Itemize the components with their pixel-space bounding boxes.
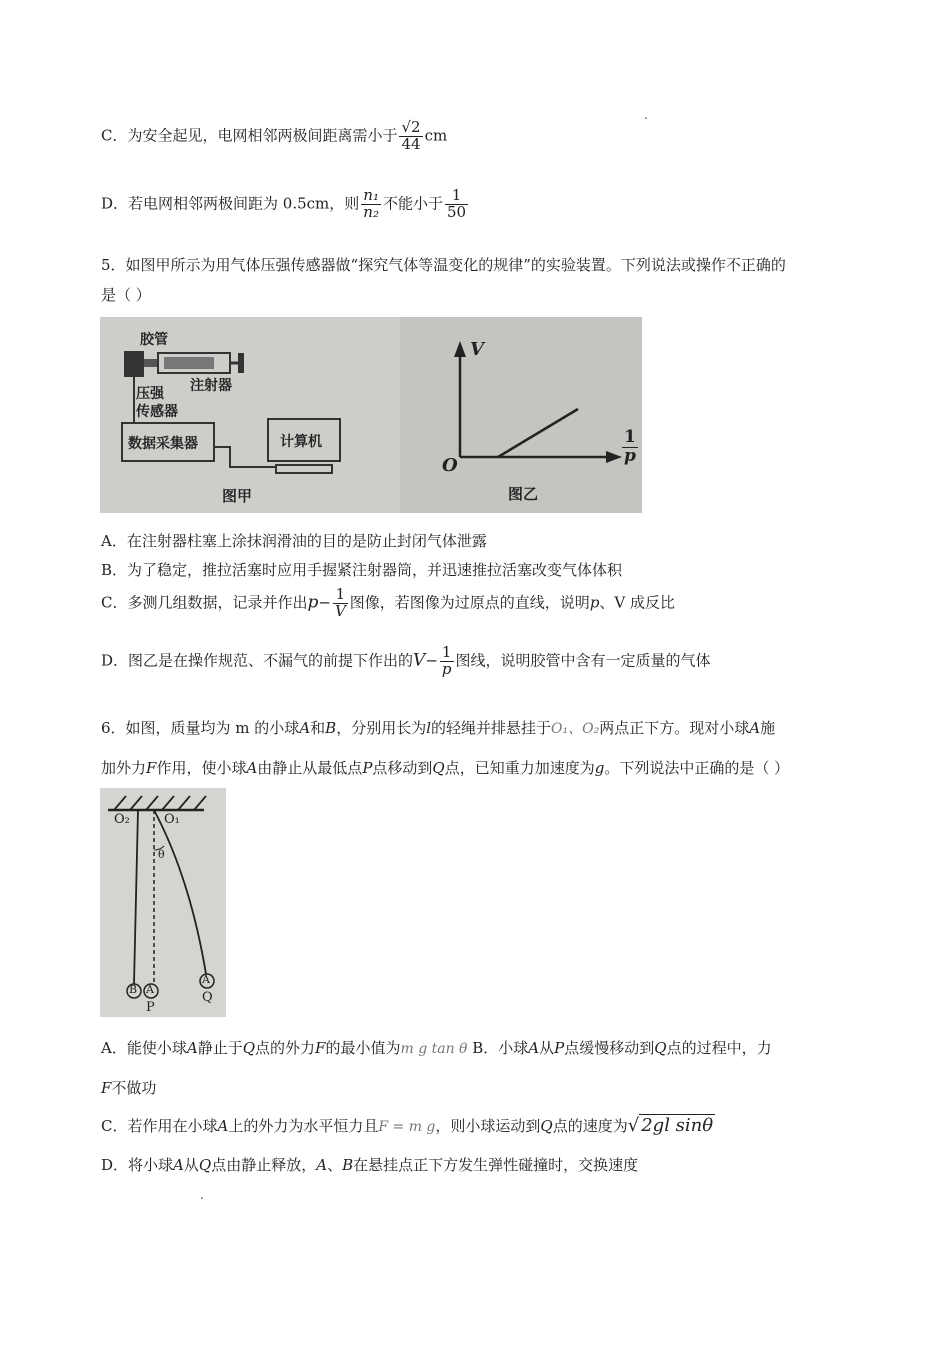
label-p: P	[146, 1000, 155, 1015]
origin-label: O	[442, 455, 458, 476]
sqrt-expression: √ 2gl sinθ	[627, 1115, 714, 1136]
label-o1: O₁	[164, 812, 180, 827]
q5-figure	[100, 317, 642, 513]
label-ball-a-q: A	[202, 973, 210, 986]
fraction: $\frac{√2}{44}$	[401, 118, 421, 153]
caption-jia: 图甲	[222, 487, 253, 505]
label-zhusheqi: 注射器	[190, 378, 232, 394]
q5-figure-svg	[100, 317, 642, 513]
q6-stem-line2: 加外力F作用，使小球A由静止从最低点P点移动到Q点，已知重力加速度为g。下列说法中正确的是（ ）	[101, 759, 790, 777]
q4-option-c: C．为安全起见，电网相邻两极间距离需小于 $\frac{√2}{44}$ cm	[101, 118, 448, 153]
q6-option-b-line2: F不做功	[101, 1079, 157, 1097]
q6-figure	[100, 788, 226, 1017]
q5-option-a: A．在注射器柱塞上涂抹润滑油的目的是防止封闭气体泄露	[101, 532, 487, 550]
label-sensor-2: 传感器	[136, 404, 178, 420]
label-q: Q	[202, 990, 213, 1005]
fraction: $\frac{1}{50}$	[446, 186, 467, 221]
label-ball-a: A	[146, 983, 154, 996]
q5-stem-line2: 是（ ）	[101, 286, 151, 304]
axis-v-label: V	[470, 339, 484, 360]
stray-dot-top: .	[644, 108, 648, 122]
q5-option-c: C．多测几组数据，记录并作出p− $\frac{1}{V}$ 图像，若图像为过原点的直线，说明p、V 成反比	[101, 585, 676, 620]
q6-option-d: D．将小球A从Q点由静止释放，A、B在悬挂点正下方发生弹性碰撞时，交换速度	[101, 1156, 639, 1174]
q6-stem-line1: 6．如图，质量均为 m 的小球A和B，分别用长为l的轻绳并排悬挂于O₁、O₂两点正下方。现对小球A施	[101, 719, 776, 737]
label-collector: 数据采集器	[128, 436, 198, 452]
label-sensor-1: 压强	[136, 386, 164, 402]
q5-stem-line1: 5．如图甲所示为用气体压强传感器做“探究气体等温变化的规律”的实验装置。下列说法或操作不正确的	[101, 256, 786, 274]
q6-option-c: C．若作用在小球A上的外力为水平恒力且F = m g，则小球运动到Q点的速度为√ 2gl sinθ	[101, 1115, 714, 1136]
q4-option-d: D．若电网相邻两极间距为 0.5cm，则 $\frac{\text{n₁}}{\text{n₂}}$ 不能小于 $\frac{1}{50}$	[101, 186, 467, 221]
q5-option-b: B．为了稳定，推拉活塞时应用手握紧注射器筒，并迅速推拉活塞改变气体体积	[101, 561, 623, 579]
q6-option-a-b: A．能使小球A静止于Q点的外力F的最小值为m g tan θ B．小球A从P点缓慢移动到Q点的过程中，力	[101, 1039, 772, 1057]
label-theta: θ	[158, 848, 165, 861]
ratio-fraction: $\frac{\text{n₁}}{\text{n₂}}$	[363, 186, 379, 221]
label-ball-b: B	[129, 983, 138, 996]
label-computer: 计算机	[280, 434, 322, 450]
fraction: $\frac{1}{p}$	[441, 643, 452, 678]
stray-dot-bottom: .	[200, 1188, 204, 1202]
label-o2: O₂	[114, 812, 130, 827]
axis-p-label: $\frac{1}{p}$	[624, 427, 636, 466]
fraction: $\frac{1}{V}$	[334, 585, 346, 620]
label-jiaoguan: 胶管	[140, 332, 168, 348]
q5-option-d: D．图乙是在操作规范、不漏气的前提下作出的V− $\frac{1}{p}$ 图线，说明胶管中含有一定质量的气体	[101, 643, 711, 678]
caption-yi: 图乙	[508, 485, 539, 503]
